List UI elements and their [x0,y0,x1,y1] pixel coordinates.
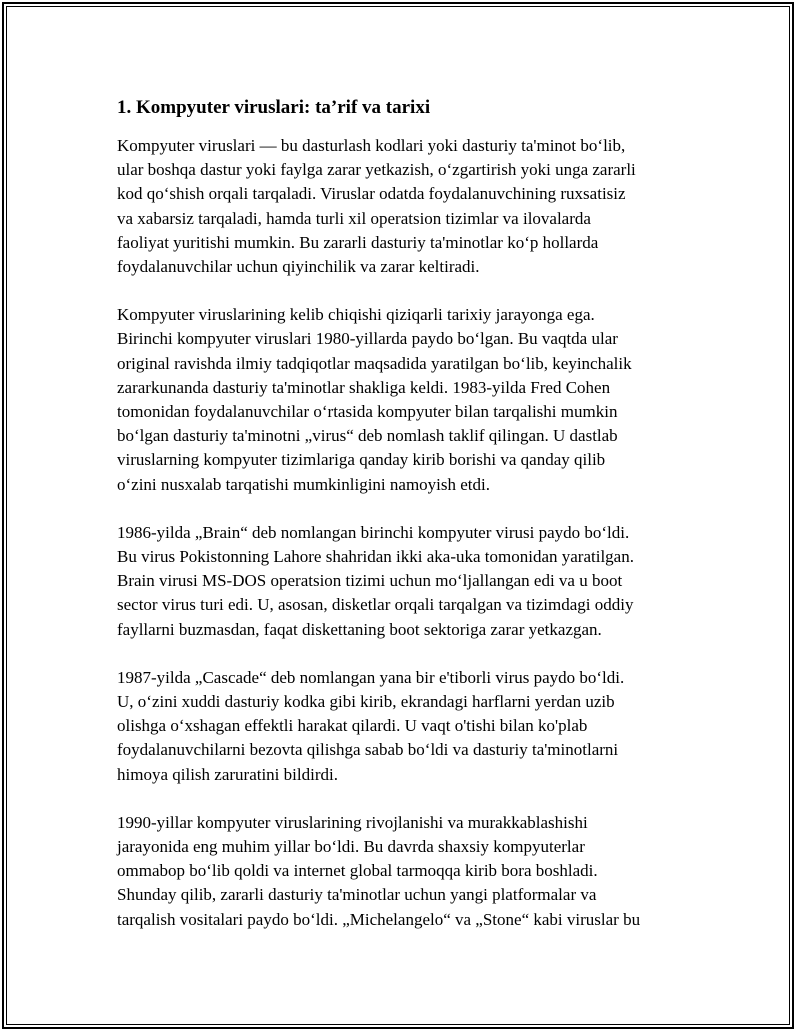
paragraph-line: kod qo‘shish orqali tarqaladi. Viruslar odatda foydalanuvchining ruxsatisiz [117,184,626,204]
paragraph-line: Shunday qilib, zararli dasturiy ta'minotlar uchun yangi platformalar va [117,885,597,905]
paragraph-line: 1990-yillar kompyuter viruslarining rivojlanishi va murakkablashishi [117,812,588,832]
paragraph-line: 1986-yilda „Brain“ deb nomlangan birinchi kompyuter virusi paydo bo‘ldi. [117,522,630,542]
paragraph-line: 1987-yilda „Cascade“ deb nomlangan yana bir e'tiborli virus paydo bo‘ldi. [117,667,625,687]
paragraph-line: viruslarning kompyuter tizimlariga qanday kirib borishi va qanday qilib [117,450,606,470]
paragraph-line: zararkunanda dasturiy ta'minotlar shakliga keldi. 1983-yilda Fred Cohen [117,377,611,397]
paragraph [117,521,697,642]
paragraph-line: foydalanuvchilarni bezovta qilishga sabab bo‘ldi va dasturiy ta'minotlarni [117,740,619,760]
paragraph-line: ular boshqa dastur yoki faylga zarar yetkazish, o‘zgartirish yoki unga zararli [117,160,636,180]
paragraph-line: himoya qilish zaruratini bildirdi. [117,764,338,784]
paragraph-line: jarayonida eng muhim yillar bo‘ldi. Bu davrda shaxsiy kompyuterlar [117,837,585,857]
paragraph-line: ommabop bo‘lib qoldi va internet global tarmoqqa kirib bora boshladi. [117,861,598,881]
paragraph-line: fayllarni buzmasdan, faqat diskettaning boot sektoriga zarar yetkazgan. [117,619,602,639]
paragraph-line: Kompyuter viruslari — bu dasturlash kodlari yoki dasturiy ta'minot bo‘lib, [117,136,626,155]
paragraph-line: bo‘lgan dasturiy ta'minotni „virus“ deb nomlash taklif qilingan. U dastlab [117,426,618,446]
paragraph-line: Kompyuter viruslarining kelib chiqishi qiziqarli tarixiy jarayonga ega. [117,305,595,325]
paragraph-line: original ravishda ilmiy tadqiqotlar maqsadida yaratilgan bo‘lib, keyinchalik [117,353,632,373]
paragraph [117,666,697,787]
paragraph [117,811,697,932]
paragraph-line: Birinchi kompyuter viruslari 1980-yillarda paydo bo‘lgan. Bu vaqtda ular [117,329,618,349]
paragraph-line: U, o‘zini xuddi dasturiy kodka gibi kirib, ekrandagi harflarni yerdan uzib [117,692,615,712]
paragraph-line: olishga o‘xshagan effektli harakat qilardi. U vaqt o'tishi bilan ko'plab [117,716,588,736]
section-heading: 1. Kompyuter viruslari: ta’rif va tarixi [117,97,431,118]
paragraph-line: faoliyat yuritishi mumkin. Bu zararli dasturiy ta'minotlar ko‘p hollarda [117,232,599,252]
paragraph-line: Bu virus Pokistonning Lahore shahridan ikki aka-uka tomonidan yaratilgan. [117,547,634,567]
paragraph-line: va xabarsiz tarqaladi, hamda turli xil operatsion tizimlar va ilovalarda [117,208,591,228]
paragraph [117,134,697,279]
paragraph [117,303,697,497]
paragraph-line: tomonidan foydalanuvchilar o‘rtasida kompyuter bilan tarqalishi mumkin [117,402,618,422]
document-content [117,96,697,956]
paragraph-line: tarqalish vositalari paydo bo‘ldi. „Michelangelo“ va „Stone“ kabi viruslar bu [117,909,641,929]
paragraph-line: o‘zini nusxalab tarqatishi mumkinligini namoyish etdi. [117,474,491,494]
document-page [2,2,794,1029]
paragraph-line: Brain virusi MS-DOS operatsion tizimi uchun mo‘ljallangan edi va u boot [117,571,623,591]
paragraph-line: foydalanuvchilar uchun qiyinchilik va zarar keltiradi. [117,257,480,277]
paragraphs-container [117,134,697,932]
paragraph-line: sector virus turi edi. U, asosan, disketlar orqali tarqalgan va tizimdagi oddiy [117,595,634,615]
